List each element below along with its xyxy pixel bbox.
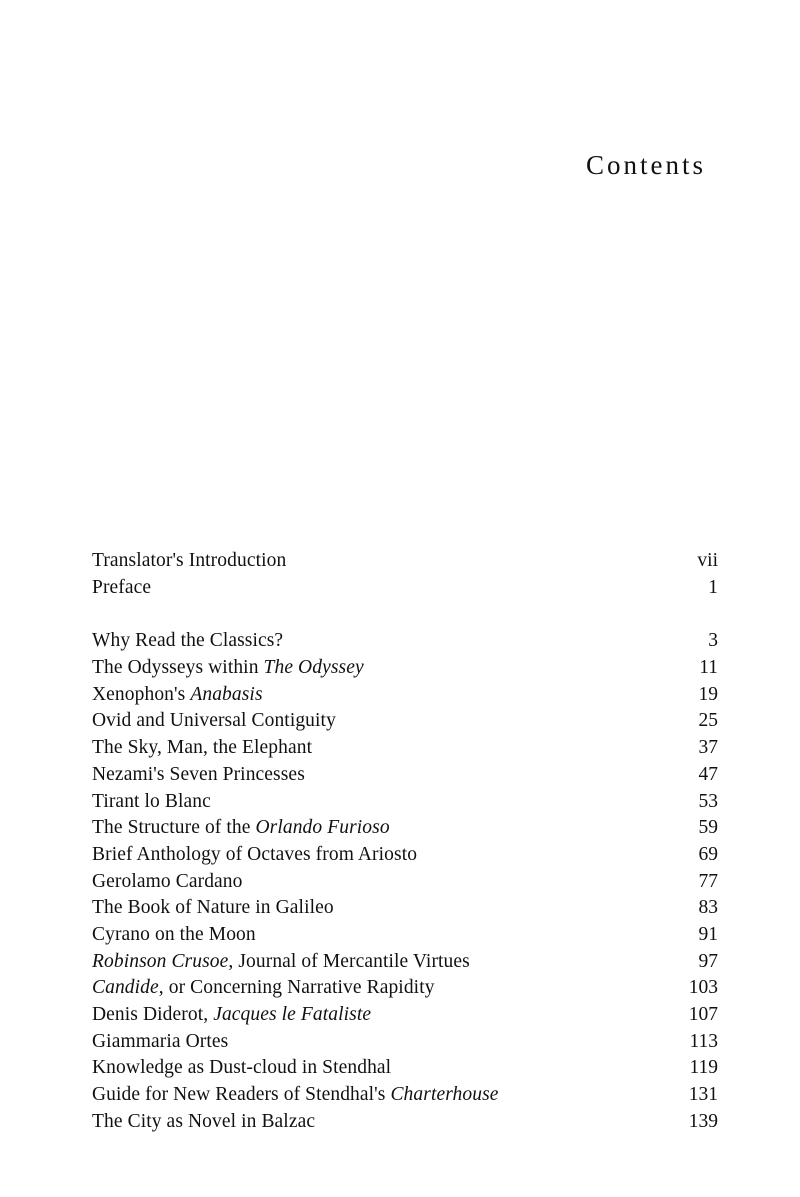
toc-entry-page-number: 53: [698, 790, 718, 812]
toc-front-matter: [92, 548, 718, 601]
toc-entry-page-number: 3: [708, 630, 718, 652]
toc-entry-title-text: Giammaria Ortes: [92, 1030, 229, 1052]
toc-entry-page-number: 107: [688, 1004, 718, 1025]
toc-entry-title-text: The City as Novel in Balzac: [92, 1110, 316, 1132]
toc-entry-title-text: Translator's Introduction: [92, 550, 287, 571]
toc-entry: [92, 735, 718, 762]
toc-entry-page-number: 37: [698, 737, 718, 759]
toc-entry: [92, 922, 718, 949]
toc-entry-title: [92, 1002, 371, 1029]
toc-entry-title: [92, 1109, 315, 1136]
table-of-contents: [92, 548, 718, 1135]
toc-entry: [92, 815, 718, 842]
toc-entry: [92, 682, 718, 709]
toc-entry: [92, 1055, 718, 1082]
toc-entry-title-italic: Anabasis: [190, 683, 263, 705]
toc-entry-page-number: 1: [708, 576, 718, 598]
toc-entry: [92, 1109, 718, 1136]
toc-entry-title: [92, 1029, 228, 1056]
toc-entry-title: [92, 628, 283, 655]
toc-entry-page-number: 11: [699, 657, 718, 679]
toc-entry: [92, 789, 718, 816]
toc-entry-title: [92, 949, 470, 976]
toc-entry-title: [92, 655, 364, 682]
toc-entry-title-italic: Jacques le Fataliste: [213, 1004, 372, 1025]
toc-entry: [92, 1002, 718, 1029]
toc-entry-title-text: Nezami's Seven Princesses: [92, 763, 305, 785]
toc-entry-title: [92, 869, 243, 896]
toc-entry-title: [92, 762, 305, 789]
toc-entry-page-number: 25: [698, 710, 718, 732]
toc-entry-title-text: The Book of Nature in Galileo: [92, 897, 334, 919]
toc-entry-title: [92, 975, 435, 1002]
toc-entry: [92, 975, 718, 1002]
toc-entry-page-number: 139: [688, 1110, 718, 1132]
toc-entry-title-italic: The Odyssey: [263, 657, 364, 679]
toc-entry-page-number: 91: [698, 923, 718, 945]
toc-entry: [92, 842, 718, 869]
toc-entry-title-text: The Odysseys within: [92, 657, 264, 679]
toc-entry-title-text: Tirant lo Blanc: [92, 790, 211, 812]
toc-entry: [92, 655, 718, 682]
toc-entry-title-text: Guide for New Readers of Stendhal's: [92, 1084, 391, 1106]
toc-entry: [92, 949, 718, 976]
toc-entry-page-number: 119: [689, 1057, 718, 1079]
toc-entry-page-number: 69: [698, 843, 718, 865]
toc-entry-title-text: Ovid and Universal Contiguity: [92, 710, 336, 732]
toc-entry-title: [92, 548, 286, 575]
toc-entry-page-number: vii: [697, 550, 718, 571]
toc-entry-title-italic: Charterhouse: [390, 1084, 499, 1106]
toc-entry-page-number: 19: [698, 683, 718, 705]
toc-entry-page-number: 113: [689, 1030, 718, 1052]
toc-entry-page-number: 47: [698, 763, 718, 785]
toc-entry: [92, 1029, 718, 1056]
toc-entry-title: [92, 842, 417, 869]
toc-entry: [92, 762, 718, 789]
toc-entry-title: [92, 1055, 391, 1082]
toc-entry-title: [92, 789, 211, 816]
toc-entry-title-text: Denis Diderot,: [92, 1004, 214, 1025]
toc-entry-title: [92, 708, 336, 735]
toc-entry-page-number: 97: [698, 950, 718, 972]
toc-entry-title-italic: Candide: [92, 977, 159, 999]
toc-entry: [92, 869, 718, 896]
toc-entry: [92, 575, 718, 602]
toc-entry-title: [92, 682, 263, 709]
toc-entry-title-text: Brief Anthology of Octaves from Ariosto: [92, 843, 418, 865]
toc-entry-page-number: 131: [688, 1084, 718, 1106]
toc-entry: [92, 1082, 718, 1109]
toc-entry-title-text: Xenophon's: [92, 683, 191, 705]
toc-entry-title: [92, 815, 390, 842]
toc-entry-page-number: 103: [688, 977, 718, 999]
toc-entry-title-text: Preface: [92, 576, 152, 598]
toc-entry-title-text: The Sky, Man, the Elephant: [92, 737, 313, 759]
toc-entry: [92, 708, 718, 735]
toc-entry-title-text: Cyrano on the Moon: [92, 923, 256, 945]
toc-entry-title: [92, 735, 312, 762]
toc-entry: [92, 628, 718, 655]
toc-entry-title-text: Why Read the Classics?: [92, 630, 284, 652]
toc-entry-title-italic: Orlando Furioso: [255, 817, 390, 839]
toc-entry-title: [92, 575, 151, 602]
toc-entry-title: [92, 895, 334, 922]
toc-entry-title-text: The Structure of the: [92, 817, 256, 839]
toc-entry-title-text: Knowledge as Dust-cloud in Stendhal: [92, 1057, 392, 1079]
toc-entry: [92, 895, 718, 922]
toc-entry-title-text: , or Concerning Narrative Rapidity: [158, 977, 435, 999]
toc-entry-page-number: 59: [698, 817, 718, 839]
toc-entry-title: [92, 922, 256, 949]
toc-entry: [92, 548, 718, 575]
toc-entry-title-text: Gerolamo Cardano: [92, 870, 243, 892]
page-title: Contents: [585, 150, 706, 180]
toc-entry-page-number: 77: [698, 870, 718, 892]
toc-chapters: [92, 628, 718, 1135]
toc-entry-title: [92, 1082, 499, 1109]
toc-entry-title-italic: Robinson Crusoe: [92, 950, 229, 972]
toc-entry-page-number: 83: [698, 897, 718, 919]
toc-entry-title-text: , Journal of Mercantile Virtues: [228, 950, 470, 972]
